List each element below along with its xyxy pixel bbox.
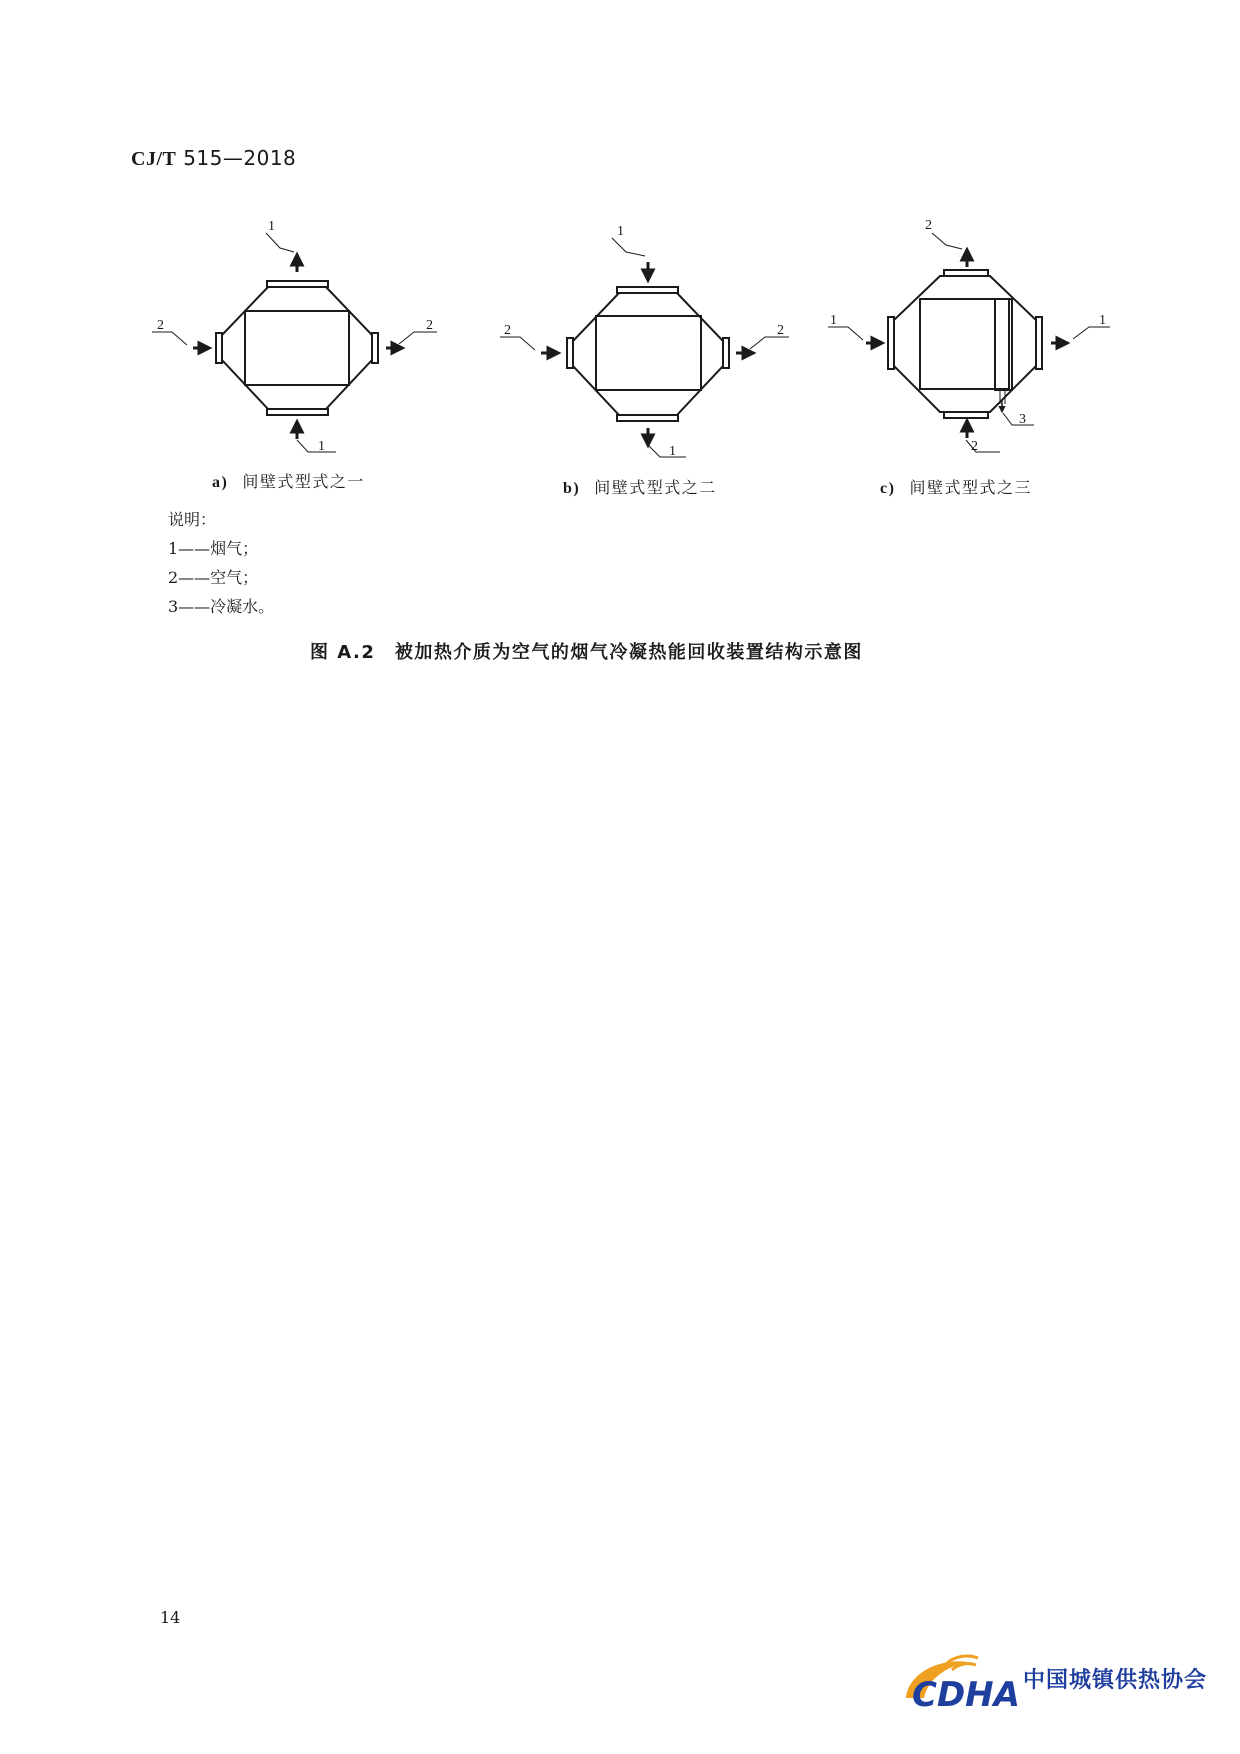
standard-number: 515—2018 [183, 146, 297, 170]
legend-item-1: 1——烟气； [168, 539, 259, 558]
logo-text: 中国城镇供热协会 [1023, 1668, 1208, 1693]
subfigure-c-tag: c) [880, 480, 896, 497]
callout-b-bottom: 1 [669, 444, 676, 459]
callout-b-right: 2 [777, 323, 784, 338]
callout-c-left: 1 [830, 313, 837, 328]
diagram-c [828, 233, 1110, 452]
callout-b-top: 1 [617, 224, 624, 239]
diagram-a-left-flange [216, 333, 222, 363]
subfigure-c-caption [880, 475, 1032, 498]
callout-c-drain: 3 [1019, 412, 1026, 427]
subfigure-b-text: 间壁式型式之二 [594, 478, 717, 497]
legend-item-3: 3——冷凝水。 [168, 597, 275, 616]
diagram-a-right-flange [372, 333, 378, 363]
callout-a-left: 2 [157, 318, 164, 333]
diagram-a-core [245, 311, 349, 385]
diagram-b-bottom-flange [617, 415, 678, 421]
diagram-b [500, 238, 789, 457]
callout-a-top: 1 [268, 219, 275, 234]
diagram-c-left-flange [888, 317, 894, 369]
diagram-c-bottom-flange [944, 412, 988, 418]
diagram-b-right-flange [723, 338, 729, 368]
leader-a-top [266, 233, 294, 252]
subfigure-a-tag: a) [212, 474, 229, 491]
leader-a-left [152, 332, 187, 345]
subfigure-b-caption [563, 475, 717, 498]
leader-b-right [750, 337, 789, 349]
legend [168, 505, 274, 621]
page-number: 14 [160, 1608, 181, 1627]
diagram-a [152, 233, 437, 452]
subfigure-a-caption [212, 469, 365, 492]
diagram-c-right-flange [1036, 317, 1042, 369]
leader-a-bottom [297, 440, 336, 452]
subfigure-b-tag: b) [563, 480, 581, 497]
leader-a-right [399, 332, 437, 344]
callout-c-right: 1 [1099, 313, 1106, 328]
callout-a-bottom: 1 [318, 439, 325, 454]
callout-b-left: 2 [504, 323, 511, 338]
leader-b-left [500, 337, 535, 350]
subfigure-c-text: 间壁式型式之三 [909, 478, 1032, 497]
diagram-a-bottom-flange [267, 409, 328, 415]
leader-b-top [612, 238, 645, 256]
diagram-b-top-flange [617, 287, 678, 293]
standard-prefix: CJ/T [131, 148, 177, 170]
figure-title: 图 A.2 被加热介质为空气的烟气冷凝热能回收装置结构示意图 [310, 642, 863, 663]
diagram-b-core [596, 316, 701, 390]
legend-item-2: 2——空气； [168, 568, 259, 587]
legend-title: 说明： [168, 510, 217, 529]
diagram-a-top-flange [267, 281, 328, 287]
leader-c-left [828, 327, 863, 340]
subfigure-a-text: 间壁式型式之一 [242, 472, 365, 491]
callout-a-right: 2 [426, 318, 433, 333]
diagram-c-top-flange [944, 270, 988, 276]
leader-c-top [932, 233, 962, 249]
logo-mark: CDHA [912, 1675, 1020, 1715]
diagram-b-left-flange [567, 338, 573, 368]
leader-b-bottom [648, 445, 686, 457]
callout-c-top: 2 [925, 218, 932, 233]
diagram-c-body [894, 276, 1036, 412]
callout-c-bottom: 2 [971, 439, 978, 454]
leader-c-right [1073, 327, 1110, 339]
